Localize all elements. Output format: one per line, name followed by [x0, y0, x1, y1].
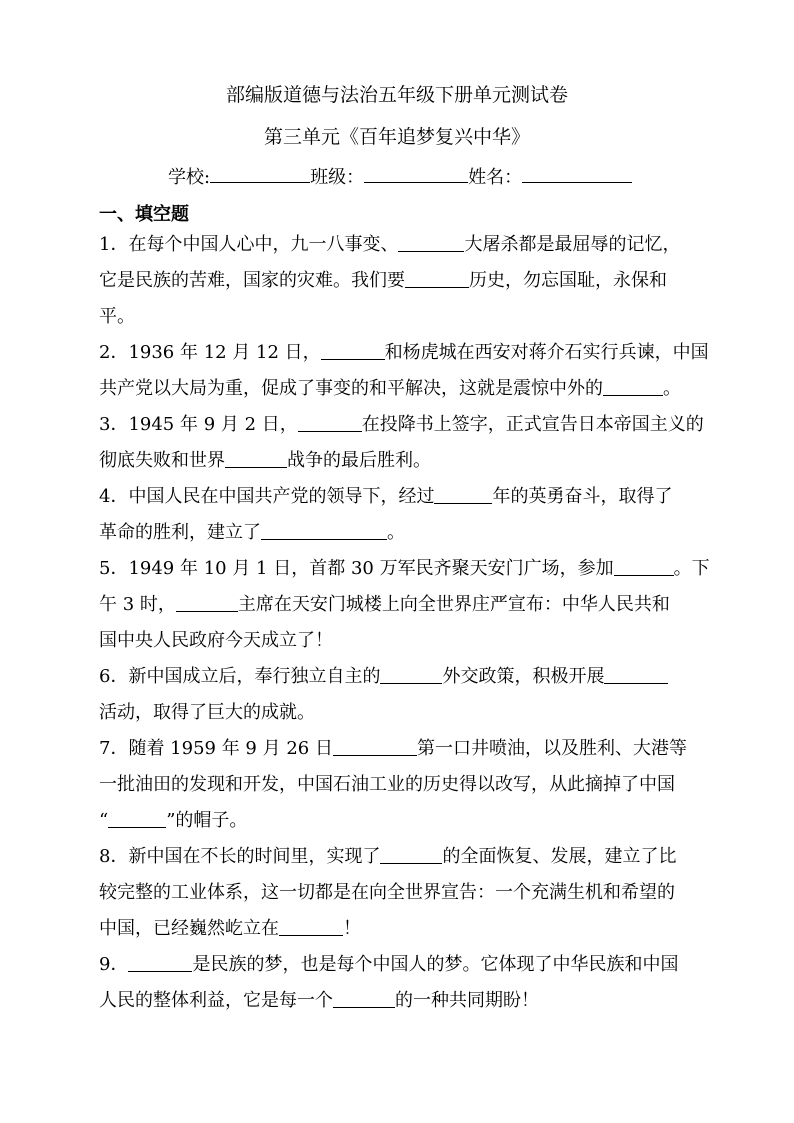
answer-blank[interactable] — [614, 557, 674, 576]
question-text: 4．中国人民在中国共产党的领导下，经过 — [99, 486, 435, 507]
answer-blank[interactable] — [604, 665, 668, 684]
question-7-line-2 — [99, 773, 675, 797]
question-text: 主席在天安门城楼上向全世界庄严宣布：中华人民共和 — [237, 594, 670, 615]
question-9-line-1 — [99, 953, 678, 977]
question-text: 人民的整体利益，它是每一个 — [99, 990, 333, 1011]
question-text: 历史，勿忘国耻，永保和 — [469, 270, 667, 291]
answer-blank[interactable] — [128, 953, 192, 972]
question-5-line-2 — [99, 593, 670, 617]
answer-blank[interactable] — [380, 845, 442, 864]
question-text: 和杨虎城在西安对蒋介石实行兵谏，中国 — [384, 342, 709, 363]
main-title: 部编版道德与法治五年级下册单元测试卷 — [225, 84, 568, 106]
question-text: 它是民族的苦难，国家的灾难。我们要 — [99, 270, 405, 291]
question-text: 9． — [99, 954, 129, 975]
question-8-line-1 — [99, 845, 676, 869]
question-3-line-2 — [99, 449, 431, 473]
question-text: 。 — [663, 378, 681, 399]
question-1-line-2 — [99, 269, 667, 293]
question-text: 8．新中国在不长的时间里，实现了 — [99, 846, 381, 867]
answer-blank[interactable] — [108, 809, 166, 828]
question-text: 2．1936 年 12 月 12 日， — [99, 342, 321, 363]
question-text: 一批油田的发现和开发，中国石油工业的历史得以改写，从此摘掉了中国 — [99, 774, 675, 795]
class-label: 班级： — [310, 167, 365, 188]
question-text: 外交政策，积极开展 — [442, 666, 605, 687]
question-text: 革命的胜利，建立了 — [99, 522, 261, 543]
school-label: 学校: — [168, 167, 211, 188]
name-label: 姓名： — [468, 167, 523, 188]
question-5-line-3 — [99, 629, 333, 653]
question-text: 战争的最后胜利。 — [287, 450, 431, 471]
answer-blank[interactable] — [261, 521, 387, 540]
answer-blank[interactable] — [279, 917, 343, 936]
question-text: 共产党以大局为重，促成了事变的和平解决，这就是震惊中外的 — [99, 378, 603, 399]
question-text: 3．1945 年 9 月 2 日， — [99, 414, 298, 435]
question-8-line-2 — [99, 881, 675, 905]
answer-blank[interactable] — [398, 233, 464, 252]
question-text: 第一口井喷油，以及胜利、大港等 — [416, 738, 687, 759]
question-text: 年的英勇奋斗，取得了 — [492, 486, 673, 507]
question-text: 大屠杀都是最屈辱的记忆， — [464, 234, 681, 255]
question-8-line-3 — [99, 917, 361, 941]
question-text: 。下 — [673, 558, 710, 579]
question-text: 中国，已经巍然屹立在 — [99, 918, 279, 939]
section-heading: 一、填空题 — [99, 204, 189, 225]
question-text: 国中央人民政府今天成立了！ — [99, 630, 333, 651]
question-6-line-2 — [99, 701, 315, 725]
question-text: 较完整的工业体系，这一切都是在向全世界宣告：一个充满生机和希望的 — [99, 882, 675, 903]
answer-blank[interactable] — [225, 449, 287, 468]
question-1-line-1 — [99, 233, 680, 257]
question-text: 是民族的梦，也是每个中国人的梦。它体现了中华民族和中国 — [192, 954, 679, 975]
answer-blank[interactable] — [380, 665, 442, 684]
question-5-line-1 — [99, 557, 710, 581]
question-2-line-1 — [99, 341, 709, 365]
question-2-line-2 — [99, 377, 681, 401]
question-text: 5．1949 年 10 月 1 日，首都 30 万军民齐聚天安门广场，参加 — [99, 558, 614, 579]
question-4-line-2 — [99, 521, 405, 545]
question-text: 午 3 时， — [99, 594, 176, 615]
question-6-line-1 — [99, 665, 668, 689]
question-text: 平。 — [99, 306, 135, 327]
question-7-line-1 — [99, 737, 687, 761]
class-blank[interactable] — [364, 166, 468, 183]
question-text: ”的帽子。 — [166, 810, 248, 831]
answer-blank[interactable] — [298, 413, 362, 432]
question-text: 1．在每个中国人心中，九一八事变、 — [99, 234, 399, 255]
unit-subtitle: 第三单元《百年追梦复兴中华》 — [263, 126, 530, 148]
answer-blank[interactable] — [333, 989, 395, 1008]
question-text: 的全面恢复、发展，建立了比 — [442, 846, 677, 867]
question-text: 7．随着 1959 年 9 月 26 日 — [99, 738, 333, 759]
question-9-line-2 — [99, 989, 539, 1013]
question-text: 的一种共同期盼！ — [395, 990, 539, 1011]
question-text: 在投降书上签字，正式宣告日本帝国主义的 — [361, 414, 704, 435]
question-text: 6．新中国成立后，奉行独立自主的 — [99, 666, 381, 687]
student-info-line — [168, 163, 632, 189]
answer-blank[interactable] — [603, 377, 663, 396]
question-text: ！ — [343, 918, 361, 939]
question-text: “ — [99, 810, 109, 831]
question-3-line-1 — [99, 413, 704, 437]
school-blank[interactable] — [210, 166, 310, 183]
question-text: 活动，取得了巨大的成就。 — [99, 702, 315, 723]
question-text: 彻底失败和世界 — [99, 450, 225, 471]
question-7-line-3 — [99, 809, 247, 833]
answer-blank[interactable] — [176, 593, 238, 612]
question-text: 。 — [387, 522, 405, 543]
name-blank[interactable] — [522, 166, 632, 183]
question-4-line-1 — [99, 485, 672, 509]
answer-blank[interactable] — [333, 737, 417, 756]
answer-blank[interactable] — [321, 341, 385, 360]
answer-blank[interactable] — [405, 269, 469, 288]
question-1-line-3 — [99, 305, 135, 329]
answer-blank[interactable] — [434, 485, 492, 504]
